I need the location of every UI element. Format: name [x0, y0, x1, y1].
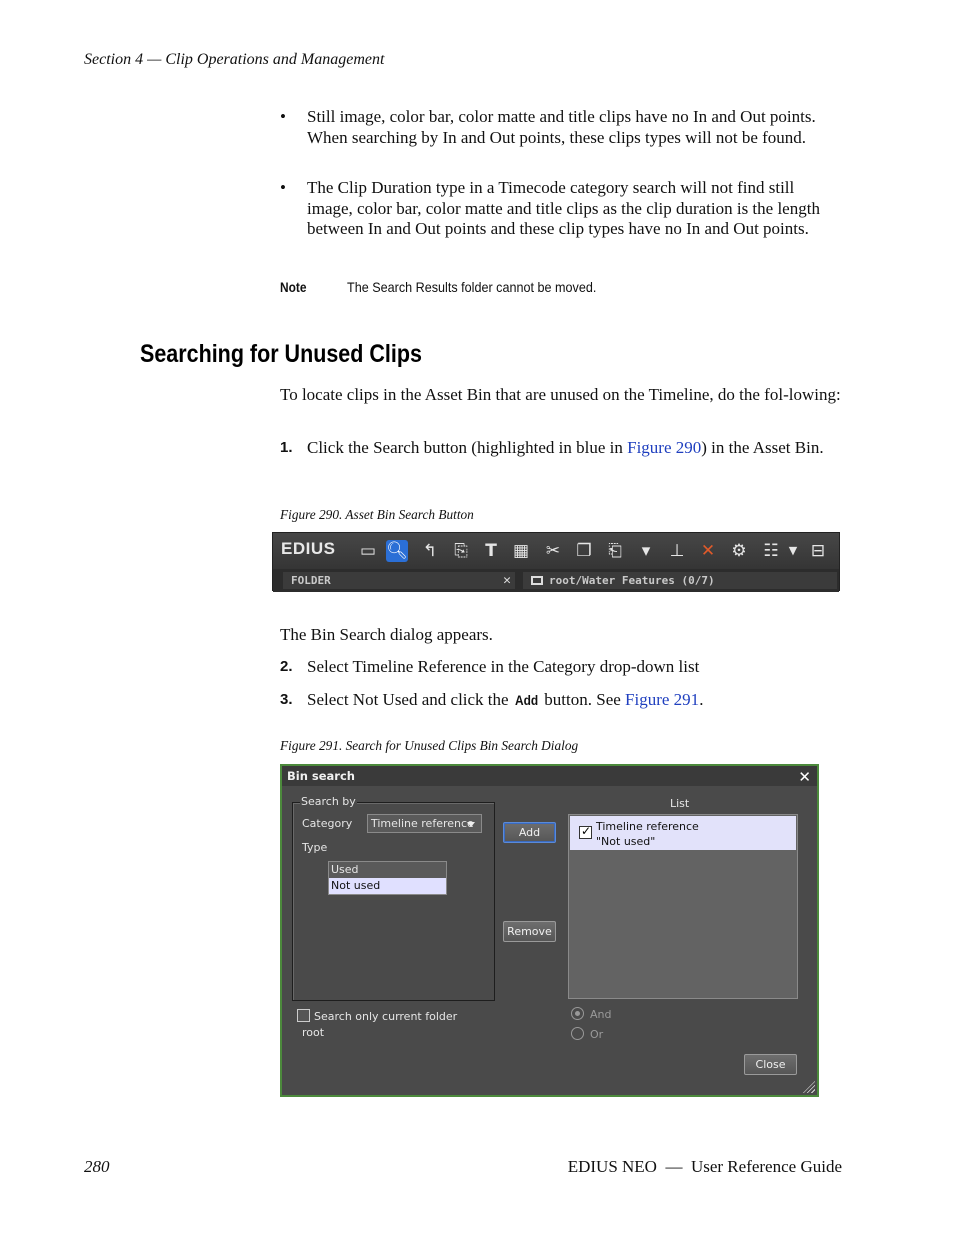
search-icon[interactable]: 🔍︎: [386, 541, 408, 561]
add-keyword: Add: [514, 692, 539, 708]
step-1: [280, 438, 845, 482]
search-by-legend: Search by: [301, 795, 356, 808]
category-dropdown[interactable]: [367, 814, 482, 833]
step-text-part: .: [699, 690, 704, 709]
section-heading: Searching for Unused Clips: [140, 340, 422, 368]
folder-icon[interactable]: ▭: [359, 541, 377, 561]
current-folder-value: root: [302, 1026, 325, 1039]
category-label: Category: [302, 817, 353, 830]
note-text: The Search Results folder cannot be moved.: [347, 279, 597, 295]
folder-label: FOLDER: [291, 574, 331, 587]
paste-icon[interactable]: ⎗: [608, 541, 622, 561]
chevron-down-icon[interactable]: ▼: [788, 544, 798, 557]
step-text: [307, 690, 703, 711]
type-option-used[interactable]: Used: [331, 863, 359, 876]
asset-bin-toolbar: [272, 532, 840, 591]
toolbar-top-row: [273, 533, 839, 569]
folder-tab[interactable]: [283, 572, 515, 589]
figure-291-link[interactable]: Figure 291: [625, 690, 700, 709]
step-number: 1.: [280, 439, 293, 456]
checkbox-icon[interactable]: [579, 826, 592, 839]
bullet-item: [280, 107, 845, 169]
search-current-folder-label: Search only current folder: [314, 1010, 458, 1023]
list-item-value: "Not used": [596, 835, 656, 848]
step-text-part: Click the Search button (highlighted in blue in: [307, 438, 628, 457]
properties-icon[interactable]: ⚙: [731, 541, 747, 561]
cut-icon[interactable]: ✂: [545, 541, 561, 561]
insert-icon[interactable]: ▾: [641, 541, 651, 561]
running-header: Section 4 — Clip Operations and Management: [84, 51, 385, 68]
figure-290-caption: Figure 290. Asset Bin Search Button: [280, 508, 474, 523]
note-label: Note: [280, 279, 307, 295]
toolbox-icon[interactable]: ⊟: [810, 541, 826, 561]
list-item[interactable]: [570, 816, 796, 850]
overwrite-icon[interactable]: ⊥: [669, 541, 685, 561]
bullet-dot: •: [280, 178, 286, 197]
close-icon[interactable]: ✕: [503, 573, 511, 588]
list-item-title: Timeline reference: [596, 820, 699, 833]
step-text-part: ) in the Asset Bin.: [701, 438, 824, 457]
figure-290-link[interactable]: Figure 290: [627, 438, 702, 457]
bin-search-dialog: [280, 764, 819, 1097]
remove-button[interactable]: Remove: [503, 921, 556, 942]
step-text-part: button. See: [540, 690, 626, 709]
criteria-list[interactable]: [568, 814, 798, 999]
view-icon[interactable]: ☷: [763, 541, 779, 561]
bullet-text: The Clip Duration type in a Timecode category search will not find still image, color bar, color matte and title clips as the clip duration is the length between In and Out points and these clip types have no In and Out points.: [307, 178, 820, 238]
dialog-title: Bin search: [287, 769, 355, 783]
type-label: Type: [302, 841, 328, 854]
edius-logo: EDIUS: [281, 539, 336, 558]
bin-path: [523, 572, 837, 589]
and-label: And: [590, 1008, 612, 1021]
type-option-not-used[interactable]: Not used: [329, 878, 446, 894]
close-icon[interactable]: ✕: [798, 768, 811, 786]
sync-icon[interactable]: ⎘: [454, 541, 468, 561]
dialog-title-bar: [282, 766, 817, 786]
type-list[interactable]: [328, 861, 447, 895]
add-button[interactable]: Add: [503, 822, 556, 843]
step-2: [280, 657, 845, 679]
or-radio[interactable]: [571, 1027, 584, 1040]
or-label: Or: [590, 1028, 604, 1041]
dialog-appears-text: The Bin Search dialog appears.: [280, 625, 493, 644]
search-current-folder-checkbox[interactable]: [297, 1009, 310, 1022]
title-icon[interactable]: T: [485, 541, 497, 561]
intro-paragraph: To locate clips in the Asset Bin that are unused on the Timeline, do the fol-lowing:: [280, 385, 841, 404]
step-3: [280, 690, 845, 712]
folder-icon: [531, 576, 543, 585]
step-number: 2.: [280, 658, 293, 675]
list-header: List: [670, 797, 690, 810]
bullet-item: [280, 178, 845, 260]
up-folder-icon[interactable]: ↰: [422, 541, 438, 561]
color-bar-icon[interactable]: ▦: [512, 541, 530, 561]
step-number: 3.: [280, 691, 293, 708]
bin-path-label: root/Water Features (0/7): [549, 574, 715, 587]
resize-grip-icon[interactable]: [803, 1081, 815, 1093]
step-text: [307, 438, 842, 459]
step-text: Select Timeline Reference in the Category drop-down list: [307, 657, 700, 676]
step-text-part: Select Not Used and click the: [307, 690, 513, 709]
footer-guide-title: EDIUS NEO — User Reference Guide: [567, 1157, 842, 1176]
page-number: 280: [84, 1157, 110, 1176]
toolbar-bottom-row: [273, 569, 839, 592]
category-value: Timeline reference: [371, 817, 474, 830]
bullet-text: Still image, color bar, color matte and title clips have no In and Out points. When searching by In and Out points, these clips types will not be found.: [307, 107, 816, 147]
close-button[interactable]: Close: [744, 1054, 797, 1075]
figure-291-caption: Figure 291. Search for Unused Clips Bin Search Dialog: [280, 739, 579, 754]
chevron-down-icon: [467, 822, 475, 827]
bullet-dot: •: [280, 107, 286, 126]
copy-icon[interactable]: ❐: [576, 541, 592, 561]
delete-icon[interactable]: ✕: [700, 541, 716, 561]
and-radio[interactable]: [571, 1007, 584, 1020]
